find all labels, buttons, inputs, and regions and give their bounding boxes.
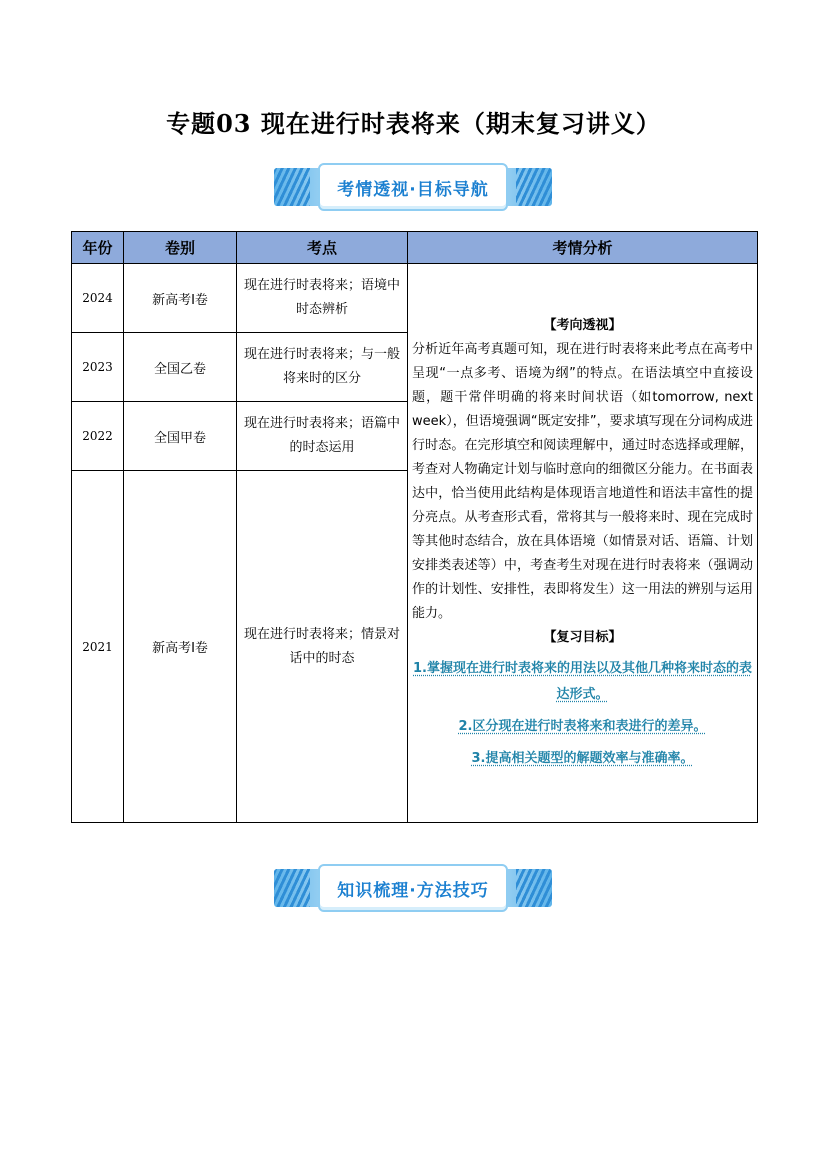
review-goal-item: 1.掌握现在进行时表将来的用法以及其他几种将来时态的表达形式。 bbox=[413, 661, 752, 702]
trend-text: 分析近年高考真题可知，现在进行时表将来此考点在高考中呈现“一点多考、语境为纲”的特点。在语法填空中直接设题，题干常伴明确的将来时间状语（如tomorrow, next week），但语境强调“既定安排”，要求填写现在分词构成进行时态。在完形填空和阅读理解中，通过时态选择或理解，考查对人物确定计划与临时意向的细微区分能力。在书面表达中，恰当使用此结构是体现语言地道性和语法丰富性的提分亮点。从考查形式看，常将其与一般将来时、现在完成时等其他时态结合，放在具体语境（如情景对话、语篇、计划安排类表述等）中，考查考生对现在进行时表将来（强调动作的计划性、安排性，表即将发生）这一用法的辨别与运用能力。 bbox=[412, 342, 753, 621]
banner-plate bbox=[318, 163, 508, 211]
paper-cell: 新高考Ⅰ卷 bbox=[124, 264, 237, 333]
point-cell: 现在进行时表将来；与一般将来时的区分 bbox=[237, 333, 408, 402]
header-year: 年份 bbox=[72, 232, 124, 264]
header-point: 考点 bbox=[237, 232, 408, 264]
point-cell: 现在进行时表将来；语境中时态辨析 bbox=[237, 264, 408, 333]
table-header-row bbox=[72, 232, 758, 264]
point-cell: 现在进行时表将来；情景对话中的时态 bbox=[237, 471, 408, 823]
banner-stripes-right bbox=[516, 168, 552, 206]
banner-label: 知识梳理·方法技巧 bbox=[337, 880, 489, 901]
trend-heading: 【考向透视】 bbox=[543, 318, 622, 333]
year-cell: 2024 bbox=[72, 264, 124, 333]
year-cell: 2023 bbox=[72, 333, 124, 402]
review-goal-item: 2.区分现在进行时表将来和表进行的差异。 bbox=[458, 719, 707, 734]
banner-label: 考情透视·目标导航 bbox=[337, 179, 489, 200]
section-banner-knowledge bbox=[274, 864, 552, 912]
banner-stripes-left bbox=[274, 869, 310, 907]
banner-stripes-left bbox=[274, 168, 310, 206]
paper-cell: 新高考Ⅰ卷 bbox=[124, 471, 237, 823]
paper-cell: 全国乙卷 bbox=[124, 333, 237, 402]
table-row bbox=[72, 264, 758, 333]
document-title: 专题03 现在进行时表将来（期末复习讲义） bbox=[166, 109, 661, 138]
section-banner-exam-insight bbox=[274, 163, 552, 211]
year-cell: 2022 bbox=[72, 402, 124, 471]
header-paper: 卷别 bbox=[124, 232, 237, 264]
point-cell: 现在进行时表将来；语篇中的时态运用 bbox=[237, 402, 408, 471]
analysis-cell bbox=[408, 264, 758, 823]
exam-analysis-table bbox=[71, 231, 758, 823]
review-goal-item: 3.提高相关题型的解题效率与准确率。 bbox=[471, 751, 694, 766]
year-cell: 2021 bbox=[72, 471, 124, 823]
banner-plate bbox=[318, 864, 508, 912]
banner-stripes-right bbox=[516, 869, 552, 907]
paper-cell: 全国甲卷 bbox=[124, 402, 237, 471]
goal-heading: 【复习目标】 bbox=[543, 630, 622, 645]
header-analysis: 考情分析 bbox=[408, 232, 758, 264]
